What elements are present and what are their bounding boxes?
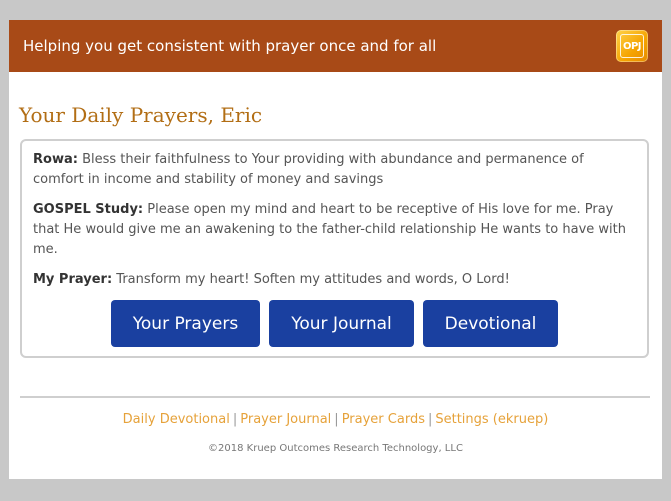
prayer-text: Please open my mind and heart to be receptive of His love for me. Pray that He would give me an awakening to the father-child relationship He wants to have with me. — [33, 202, 626, 257]
devotional-button[interactable]: Devotional — [423, 300, 558, 347]
main-card — [9, 20, 662, 479]
prayer-text: Transform my heart! Soften my attitudes and words, O Lord! — [112, 272, 510, 287]
settings-link[interactable]: Settings (ekruep) — [435, 412, 549, 427]
prayer-journal-link[interactable]: Prayer Journal — [240, 412, 332, 427]
prayer-cards-link[interactable]: Prayer Cards — [341, 412, 425, 427]
logo-text: OPJ — [620, 34, 644, 58]
action-buttons — [33, 300, 636, 347]
prayer-list — [20, 139, 649, 358]
footer-nav — [9, 412, 662, 427]
your-prayers-button[interactable]: Your Prayers — [111, 300, 260, 347]
copyright-text: ©2018 Kruep Outcomes Research Technology, LLC — [208, 443, 463, 454]
prayer-name: GOSPEL Study: — [33, 202, 144, 217]
header-bar — [9, 20, 662, 72]
header-tagline: Helping you get consistent with prayer once and for all — [23, 37, 437, 55]
prayer-text: Bless their faithfulness to Your providing with abundance and permanence of comfort in income and stability of money and savings — [33, 152, 584, 187]
prayer-item — [33, 150, 636, 190]
link-separator: | — [232, 412, 238, 427]
prayer-name: Rowa: — [33, 152, 78, 167]
prayer-item — [33, 270, 636, 290]
footer-divider — [20, 396, 650, 398]
link-separator: | — [427, 412, 433, 427]
daily-devotional-link[interactable]: Daily Devotional — [122, 412, 230, 427]
page-title: Your Daily Prayers, Eric — [19, 103, 263, 127]
opj-logo-icon[interactable] — [616, 30, 648, 62]
prayer-name: My Prayer: — [33, 272, 113, 287]
your-journal-button[interactable]: Your Journal — [269, 300, 414, 347]
link-separator: | — [334, 412, 339, 427]
prayer-item — [33, 200, 636, 260]
